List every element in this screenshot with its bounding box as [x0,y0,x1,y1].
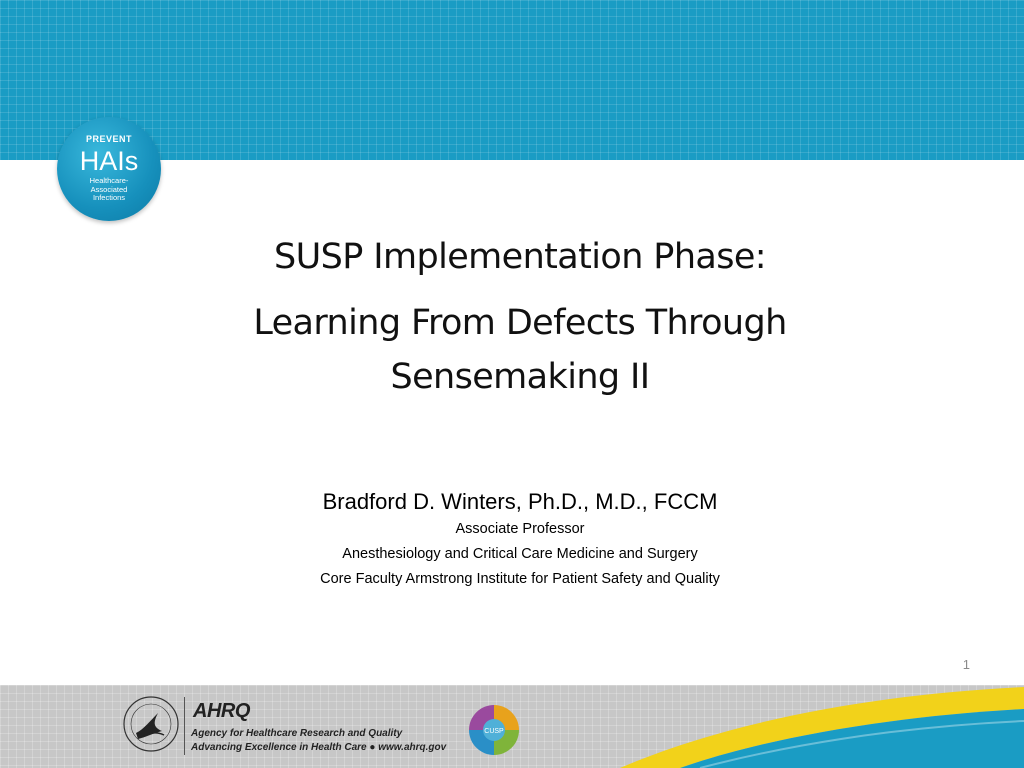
hhs-seal-icon [122,695,180,753]
logo-sub-line1: Healthcare- [89,176,129,185]
page-number: 1 [962,657,970,672]
title-line-2a: Learning From Defects Through [253,303,787,343]
author-position: Associate Professor [455,521,585,537]
ahrq-agency-name: Agency for Healthcare Research and Quality [191,728,403,739]
title-line-2 [170,296,870,404]
author-block [170,487,870,592]
cusp-puzzle-icon [467,703,521,757]
ahrq-logo: AHRQ [193,700,250,722]
cusp-label: CUSP [484,728,504,735]
author-department: Anesthesiology and Critical Care Medicine and Surgery [342,546,698,562]
ahrq-tagline: Advancing Excellence in Health Care ● www.ahrq.gov [191,742,447,753]
title-line-1: SUSP Implementation Phase: [273,237,767,277]
logo-prevent-text: PREVENT [85,134,132,144]
footer-divider [184,697,185,755]
logo-sub-line3: Infections [92,193,126,202]
title-line-2b: Sensemaking II [390,357,650,397]
prevent-hais-logo [57,117,161,221]
logo-subtitle [57,177,161,203]
author-name: Bradford D. Winters, Ph.D., M.D., FCCM [322,489,718,514]
logo-hais-text: HAIs [79,146,139,176]
author-affiliation: Core Faculty Armstrong Institute for Patient Safety and Quality [320,571,720,587]
slide-title [170,228,870,404]
logo-sub-line2: Associated [90,184,128,194]
